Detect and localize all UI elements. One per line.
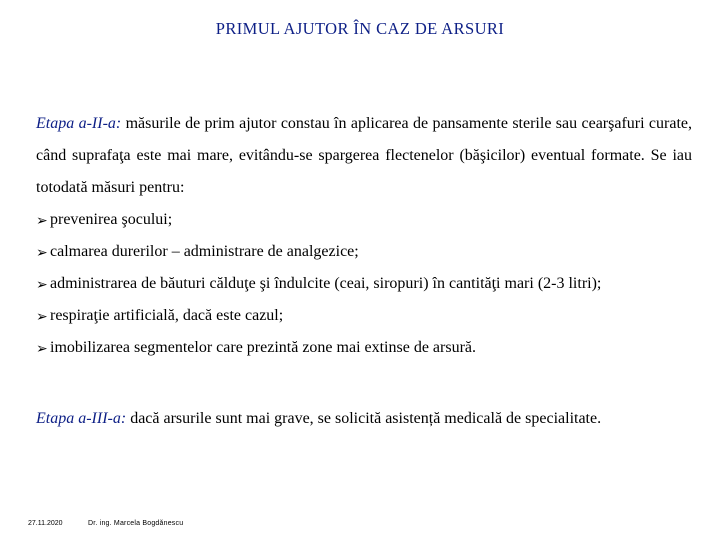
- arrow-right-icon: ➢: [36, 341, 48, 357]
- list-item-text: respiraţie artificială, dacă este cazul;: [50, 307, 284, 324]
- list-item: [36, 300, 692, 332]
- stage-3-text: dacă arsurile sunt mai grave, se solicită asistență medicală de specialitate.: [126, 410, 602, 427]
- arrow-right-icon: ➢: [36, 213, 48, 229]
- list-item-text: imobilizarea segmentelor care prezintă zone mai extinse de arsură.: [50, 339, 477, 356]
- slide-title: PRIMUL AJUTOR ÎN CAZ DE ARSURI: [215, 19, 505, 38]
- footer-author: Dr. ing. Marcela Bogdănescu: [88, 520, 184, 527]
- stage-2-text: măsurile de prim ajutor constau în aplicarea de pansamente sterile sau cearşafuri curate, când suprafaţa este mai mare, evitându-se spargerea flectenelor (băşicilor) eventual formate. Se iau totodată măsuri pentru:: [36, 115, 693, 196]
- stage-3-paragraph: [36, 403, 696, 435]
- slide-body: [36, 108, 692, 364]
- list-item: [36, 204, 692, 236]
- list-item-text: prevenirea şocului;: [50, 211, 173, 228]
- stage-2-label: Etapa a-II-a:: [36, 115, 122, 132]
- arrow-right-icon: ➢: [36, 277, 48, 293]
- stage-2-paragraph: [36, 108, 692, 204]
- arrow-right-icon: ➢: [36, 309, 48, 325]
- list-item: [36, 268, 692, 300]
- stage-3-label: Etapa a-III-a:: [36, 410, 127, 427]
- list-item-text: administrarea de băuturi călduţe şi îndulcite (ceai, siropuri) în cantităţi mari (2-3 litri);: [50, 275, 602, 292]
- list-item: [36, 236, 692, 268]
- footer-date: 27.11.2020: [28, 520, 63, 527]
- list-item: [36, 332, 692, 364]
- measures-list: [36, 204, 692, 364]
- arrow-right-icon: ➢: [36, 245, 48, 261]
- list-item-text: calmarea durerilor – administrare de analgezice;: [50, 243, 359, 260]
